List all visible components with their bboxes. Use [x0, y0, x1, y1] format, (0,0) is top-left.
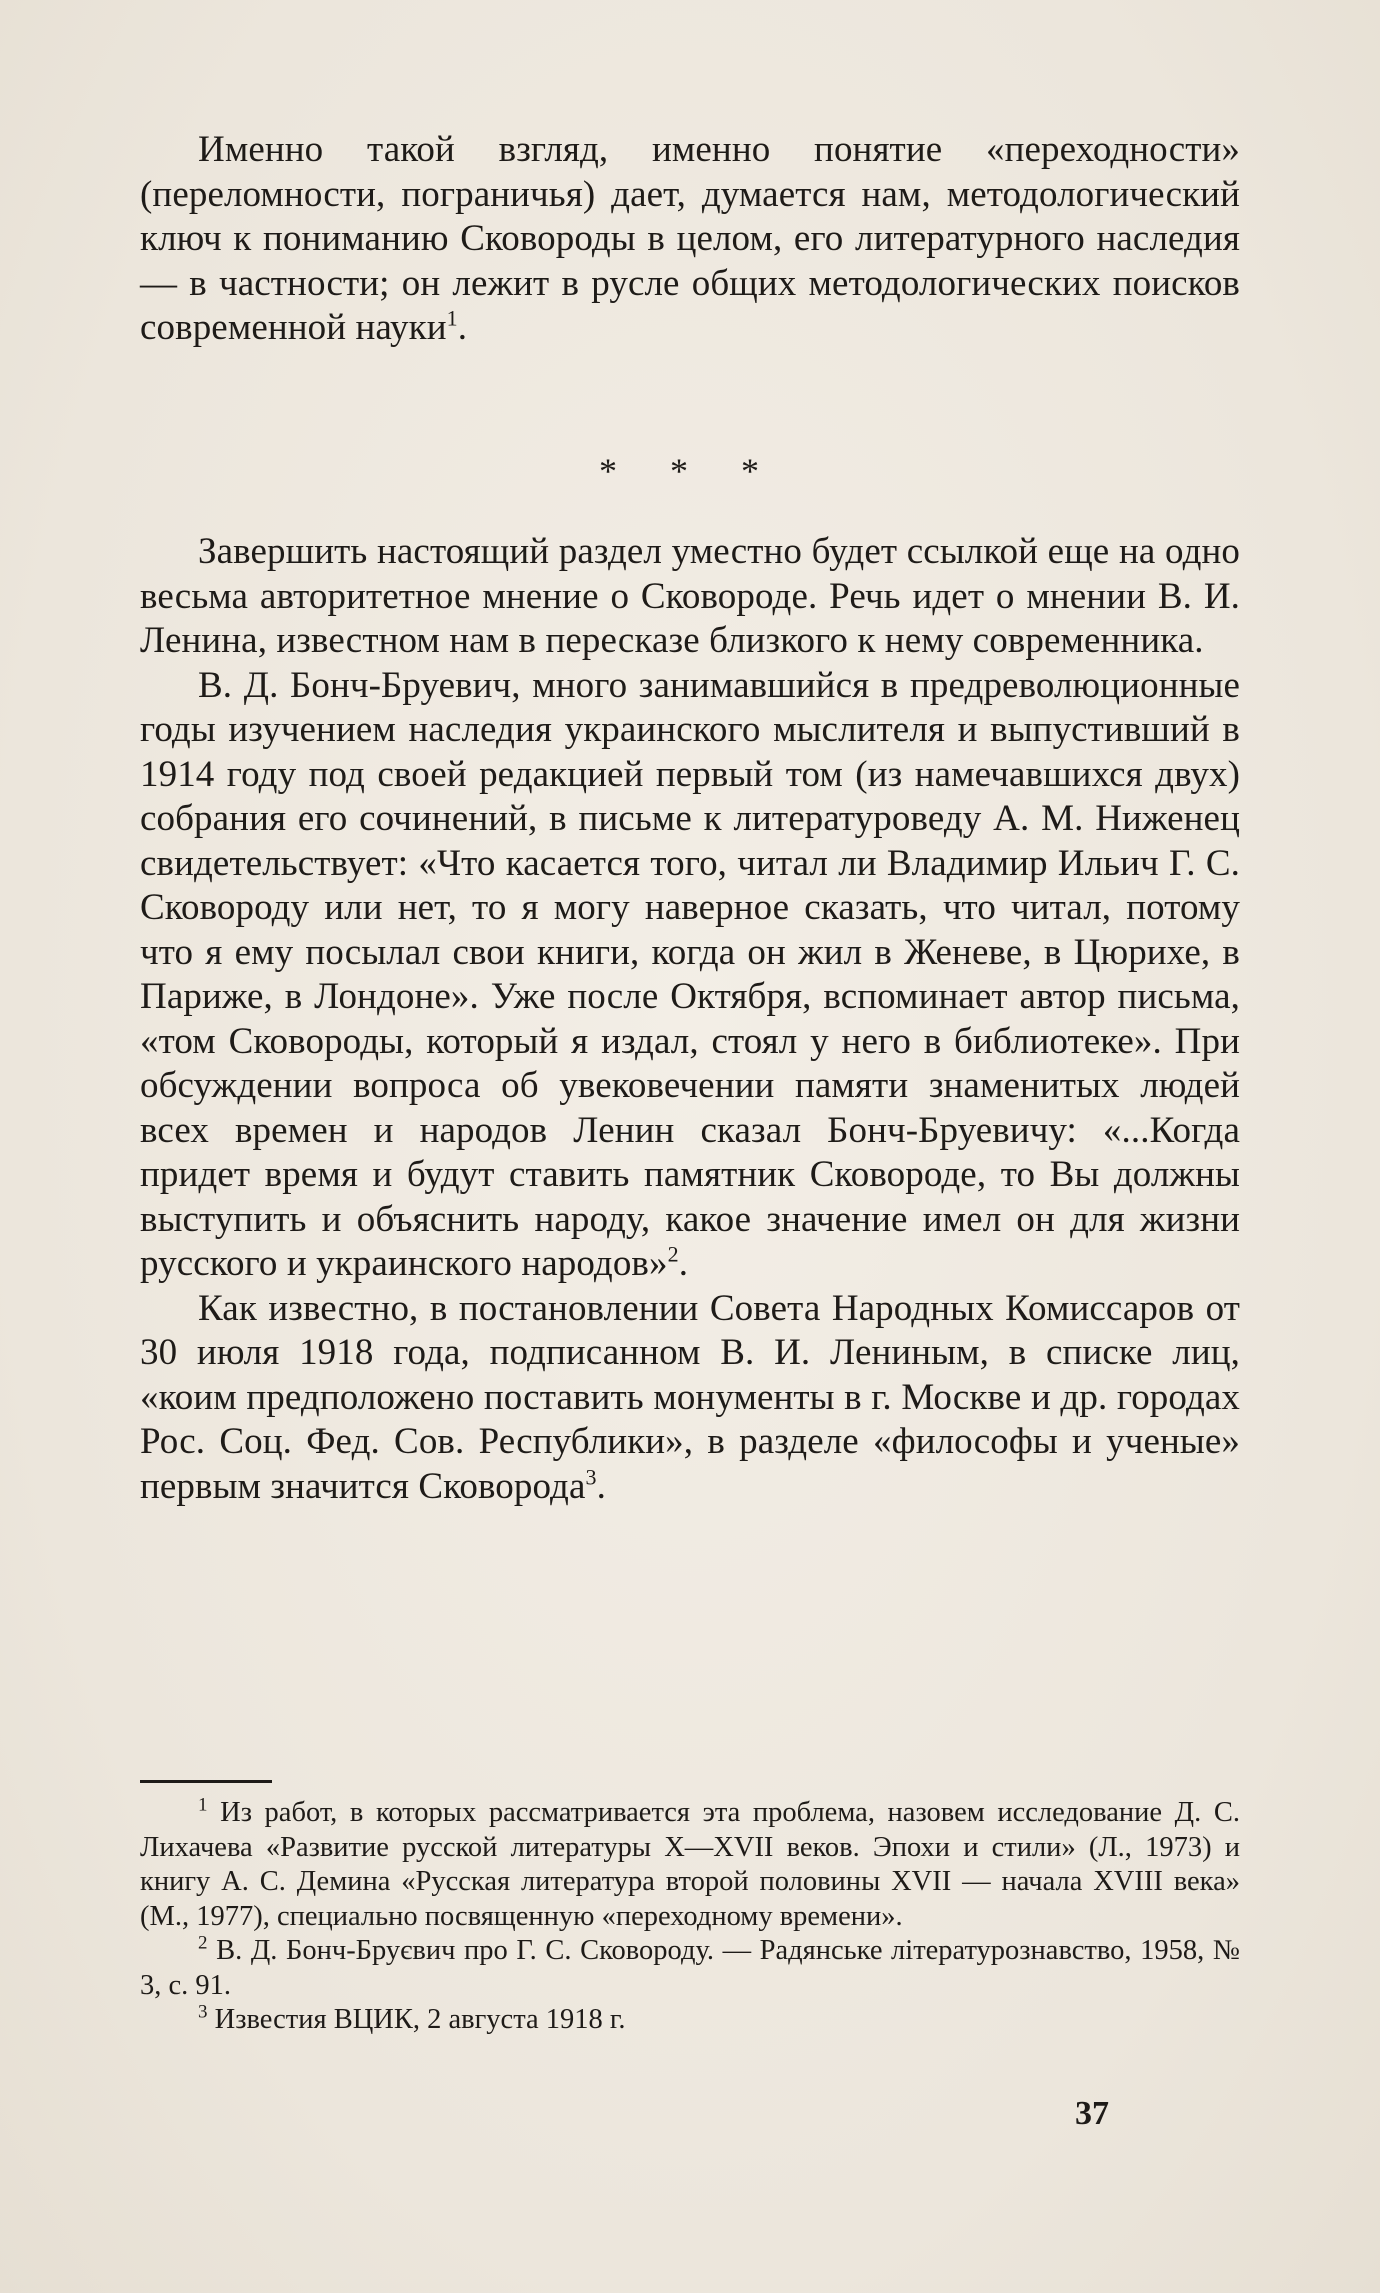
footnote-ref-2: 2: [667, 1241, 679, 1267]
footnote-3: $^3$ Известия ВЦИК, 2 августа 1918 г.: [198, 2001, 626, 2035]
footnote-ref-3: 3: [585, 1464, 597, 1490]
footnote-2: $^2$ В. Д. Бонч-Бруєвич про Г. С. Сковороду. — Радянське літературознавство, 1958, № 3, с. 91.: [140, 1932, 1240, 2001]
footnote-1: $^1$ Из работ, в которых рассматривается эта проблема, назовем исследование Д. С. Лихачева «Развитие русской литературы X—XVII веков. Эпохи и стили» (Л., 1973) и книгу А. С. Демина «Русская литература второй половины XVII — начала XVIII века» (М., 1977), специально посвященную «переходному времени».: [140, 1794, 1240, 1932]
paragraph-4: Как известно, в постановлении Совета Народных Комиссаров от 30 июля 1918 года, подписанном В. И. Лениным, в списке лиц, «коим предположено поставить монументы в г. Москве и др. городах Рос. Соц. Фед. Сов. Республики», в разделе «философы и ученые» первым значится Сковорода$^3$.: [140, 1287, 1240, 1507]
main-text-top: [140, 128, 1240, 351]
footnote-number-3: 3: [198, 2001, 208, 2023]
main-text-bottom: [140, 530, 1240, 1509]
paragraph-1: Именно такой взгляд, именно понятие «переходности» (переломности, пограничья) дает, думается нам, методологический ключ к пониманию Сковороды в целом, его литературного наследия — в частности; он лежит в русле общих методологических поисков современной науки$^1$.: [140, 129, 1240, 348]
footnote-number-1: 1: [198, 1794, 208, 1816]
footnote-separator: [140, 1780, 272, 1783]
footnote-number-2: 2: [198, 1932, 208, 1954]
page-number: 37: [1075, 2095, 1109, 2132]
footnote-ref-1: 1: [446, 305, 458, 331]
footnotes: [140, 1796, 1240, 2038]
paragraph-3: В. Д. Бонч-Бруевич, много занимавшийся в предреволюционные годы изучением наследия украинского мыслителя и выпустивший в 1914 году под своей редакцией первый том (из намечавшихся двух) собрания его сочинений, в письме к литературоведу А. М. Ниженец свидетельствует: «Что касается того, читал ли Владимир Ильич Г. С. Сковороду или нет, то я могу наверное сказать, что читал, потому что я ему посылал свои книги, когда он жил в Женеве, в Цюрихе, в Париже, в Лондоне». Уже после Октября, вспоминает автор письма, «том Сковороды, который я издал, стоял у него в библиотеке». При обсуждении вопроса об увековечении памяти знаменитых людей всех времен и народов Ленин сказал Бонч-Бруевичу: «...Когда придет время и будут ставить памятник Сковороде, то Вы должны выступить и объяснить народу, какое значение имел он для жизни русского и украинского народов»$^2$.: [140, 664, 1240, 1284]
section-break: * * *: [599, 451, 781, 491]
paragraph-2: Завершить настоящий раздел уместно будет ссылкой еще на одно весьма авторитетное мнение о Сковороде. Речь идет о мнении В. И. Ленина, известном нам в пересказе близкого к нему современника.: [140, 531, 1240, 661]
